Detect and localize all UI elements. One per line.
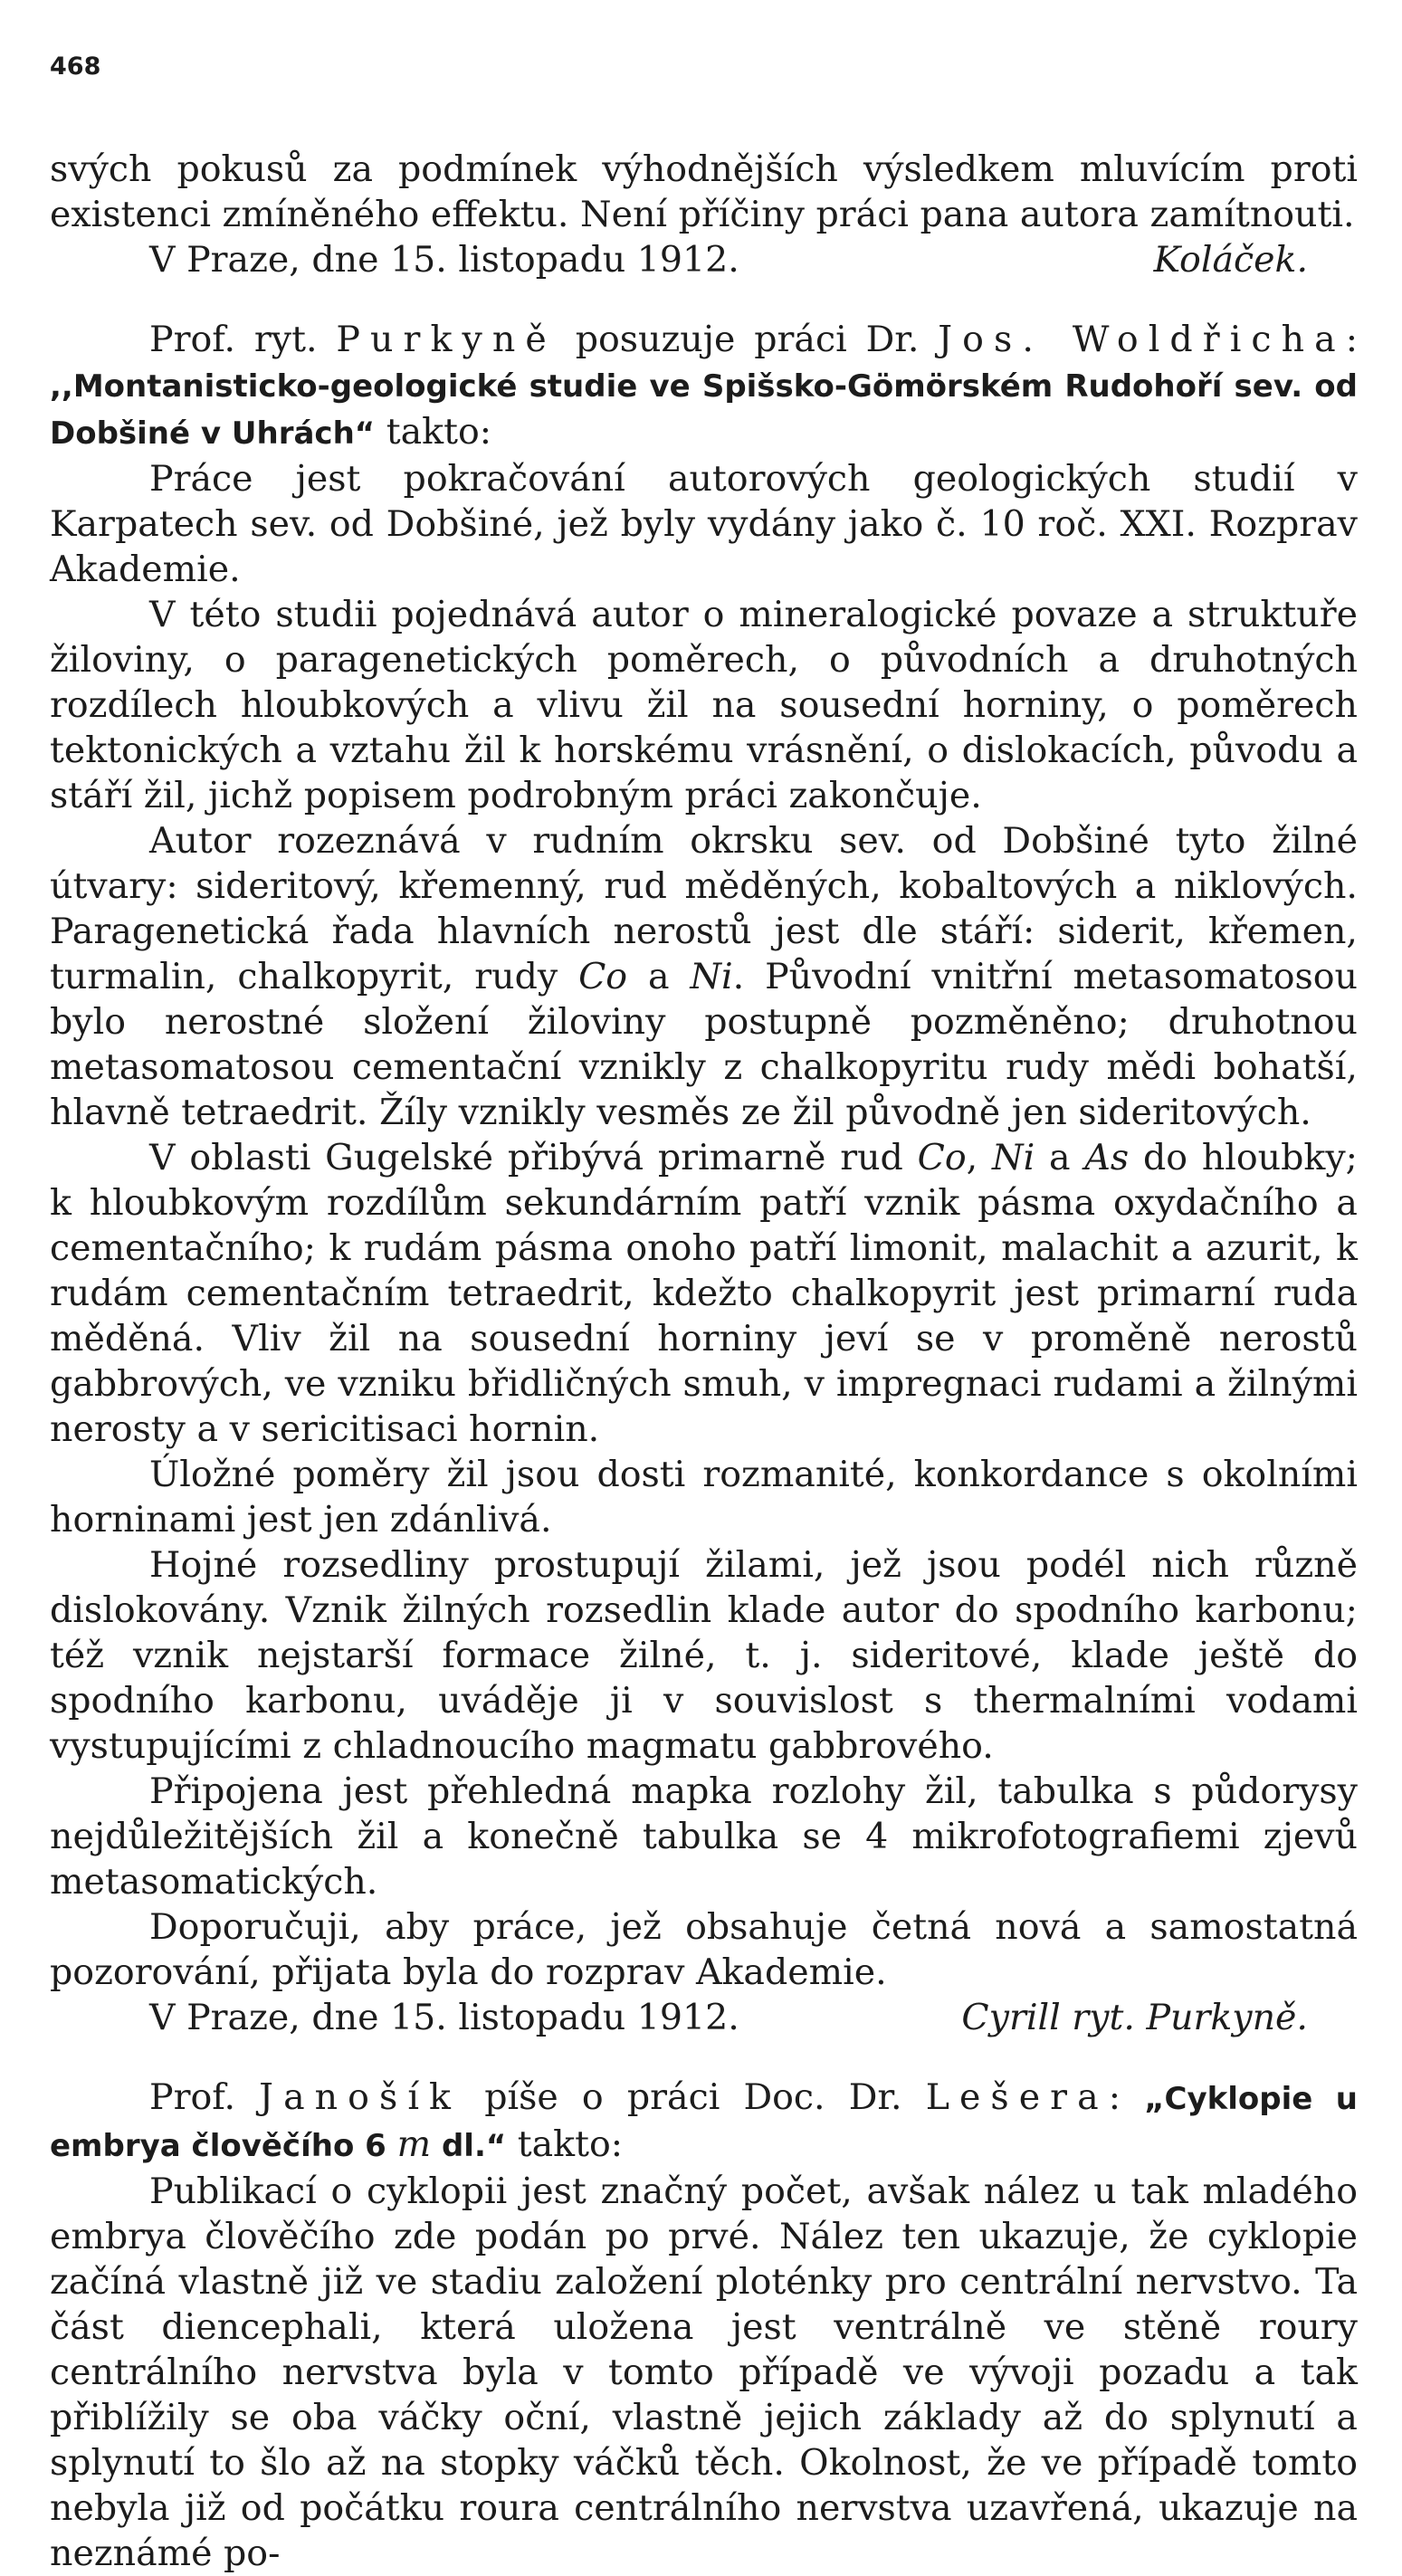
- section-gap: [50, 2040, 1358, 2075]
- text-run: :: [1345, 319, 1358, 360]
- signature-line: [50, 1995, 1358, 2040]
- text-run: m: [396, 2123, 432, 2165]
- text-run: ,,Montanisticko-geologické studie ve Spišsko-Gömörském Rudohoří sev. od Dobšiné v Uhrách“: [50, 368, 1358, 452]
- text-run: Co: [917, 1137, 967, 1178]
- text-run: Ni: [690, 956, 733, 997]
- paragraph: [50, 1452, 1358, 1542]
- paragraph: [50, 2169, 1358, 2576]
- paragraph: [50, 2075, 1358, 2169]
- paragraph: [50, 1542, 1358, 1769]
- signature-name: Cyrill ryt. Purkyně.: [961, 1997, 1308, 2038]
- signature-name: Koláček.: [1153, 239, 1308, 281]
- page-body: [50, 147, 1358, 2576]
- text-run: V této studii pojednává autor o mineralogické povaze a struktuře žiloviny, o paragenetických poměrech, o původních a druhotných rozdílech hloubkových a vlivu žil na sousední horniny, o poměrech tektonických a vztahu žil k horskému vrásnění, o dislokacích, původu a stáří žil, jichž popisem podrobným práci zakončuje.: [50, 594, 1358, 816]
- paragraph: [50, 592, 1358, 818]
- paragraph: [50, 1769, 1358, 1904]
- text-run: Doporučuji, aby práce, jež obsahuje četná nová a samostatná pozorování, přijata byla do rozprav Akademie.: [50, 1906, 1358, 1993]
- text-run: Publikací o cyklopii jest značný počet, avšak nález u tak mladého embrya člověčího zde podán po prvé. Nález ten ukazuje, že cyklopie začíná vlastně již ve stadiu založení ploténky pro centrální nervstvo. Ta část diencephali, která uložena jest ventrálně ve stěně roury centrálního nervstva byla v tomto případě ve vývoji pozadu a tak přiblížily se oba váčky oční, vlastně jejich základy až do splynutí a splynutí to šlo až na stopky váčků těch. Okolnost, že ve případě tomto nebyla již od počátku roura centrálního nervstva uzavřená, ukazuje na neznámé po-: [50, 2171, 1358, 2574]
- paragraph: [50, 317, 1358, 456]
- text-run: takto:: [375, 411, 492, 453]
- signature-date: V Praze, dne 15. listopadu 1912.: [149, 1997, 739, 2038]
- text-run: posuzuje práci Dr.: [556, 319, 939, 360]
- paragraph: [50, 147, 1358, 237]
- text-run: Ni: [992, 1137, 1035, 1178]
- text-run: píše o práci Doc. Dr.: [461, 2076, 926, 2118]
- text-run: Hojné rozsedliny prostupují žilami, jež jsou podél nich různě dislokovány. Vznik žilných rozsedlin klade autor do spodního karbonu; též vznik nejstarší formace žilné, t. j. sideritové, klade ještě do spodního karbonu, uváděje ji v souvislost s thermalními vodami vystupujícími z chladnoucího magmatu gabbrového.: [50, 1544, 1358, 1767]
- paragraph: [50, 1904, 1358, 1995]
- text-run: Připojena jest přehledná mapka rozlohy žil, tabulka s půdorysy nejdůležitějších žil a konečně tabulka se 4 mikrofotografiemi zjevů metasomatických.: [50, 1770, 1358, 1903]
- paragraph: [50, 1135, 1358, 1452]
- text-run: Janošík: [259, 2076, 462, 2118]
- text-run: dl.“: [431, 2128, 507, 2164]
- text-run: takto:: [506, 2123, 624, 2165]
- paragraph: [50, 456, 1358, 592]
- paragraph: [50, 818, 1358, 1135]
- text-run: Práce jest pokračování autorových geologických studií v Karpatech sev. od Dobšiné, jež byly vydány jako č. 10 roč. XXI. Rozprav Akademie.: [50, 458, 1358, 590]
- section-gap: [50, 282, 1358, 317]
- text-run: Autor rozeznává v rudním okrsku sev. od Dobšiné tyto žilné útvary: sideritový, křemenný, rud měděných, kobaltových a niklových. Paragenetická řada hlavních nerostů jest dle stáří: siderit, křemen, turmalin, chalkopyrit, rudy: [50, 820, 1358, 997]
- text-run: do hloubky; k hloubkovým rozdílům sekundárním patří vznik pásma oxydačního a cementačního; k rudám pásma onoho patří limonit, malachit a azurit, k rudám cementačním tetraedrit, kdežto chalkopyrit jest primarní ruda měděná. Vliv žil na sousední horniny jeví se v proměně nerostů gabbrových, ve vzniku břidličných smuh, v impregnaci rudami a žilnými nerosty a v sericitisaci hornin.: [50, 1137, 1358, 1450]
- text-run: . Původní vnitřní metasomatosou bylo nerostné složení žiloviny postupně pozměněno; druhotnou metasomatosou cementační vznikly z chalkopyritu rudy mědi bohatší, hlavně tetraedrit. Žíly vznikly vesměs ze žil původně jen sideritových.: [50, 956, 1358, 1133]
- text-run: a: [627, 956, 691, 997]
- text-run: Úložné poměry žil jsou dosti rozmanité, konkordance s okolními horninami jest jen zdánlivá.: [50, 1454, 1358, 1541]
- text-run: Lešera: [925, 2076, 1109, 2118]
- text-run: V oblasti Gugelské přibývá primarně rud: [149, 1137, 918, 1178]
- page-number: 468: [50, 52, 101, 81]
- text-run: Purkyně: [336, 319, 557, 360]
- text-run: As: [1084, 1137, 1130, 1178]
- text-run: svých pokusů za podmínek výhodnějších výsledkem mluvícím proti existenci zmíněného effektu. Není příčiny práci pana autora zamítnouti.: [50, 148, 1358, 235]
- text-run: Prof. ryt.: [149, 319, 337, 360]
- text-run: a: [1035, 1137, 1085, 1178]
- signature-line: [50, 237, 1358, 282]
- signature-date: V Praze, dne 15. listopadu 1912.: [149, 239, 739, 281]
- text-run: Prof.: [149, 2076, 260, 2118]
- text-run: :: [1108, 2076, 1145, 2118]
- text-run: Jos. Woldřicha: [938, 319, 1346, 360]
- text-run: „Cyklopie u embrya člověčího 6: [50, 2081, 1358, 2164]
- text-run: Co: [578, 956, 628, 997]
- text-run: ,: [966, 1137, 992, 1178]
